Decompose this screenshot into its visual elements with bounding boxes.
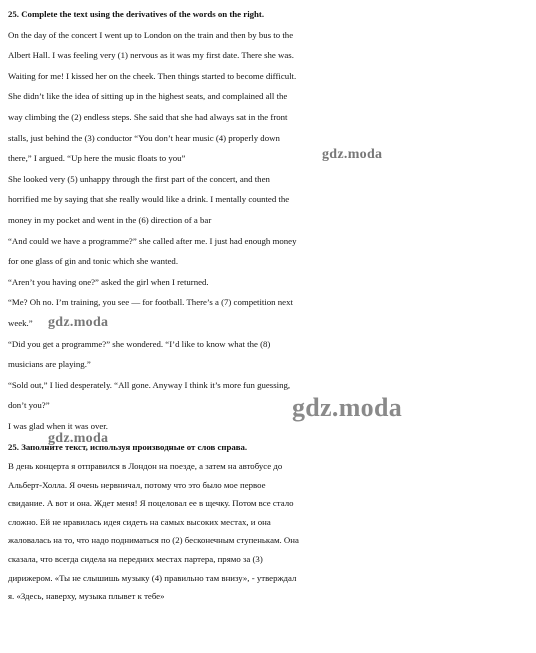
english-text-line: She didn’t like the idea of sitting up in the highest seats, and complained all the bbox=[8, 91, 288, 102]
russian-text-line: жаловалась на то, что надо подниматься по (2) бесконечным ступенькам. Она bbox=[8, 535, 299, 546]
watermark: gdz.moda bbox=[48, 431, 109, 446]
english-text-line: money in my pocket and went in the (6) direction of a bar bbox=[8, 214, 212, 225]
english-text-line: On the day of the concert I went up to London on the train and then by bus to the bbox=[8, 29, 294, 40]
russian-text-line: Альберт-Холла. Я очень нервничал, потому что это было мое первое bbox=[8, 479, 266, 490]
watermark: gdz.moda bbox=[48, 315, 109, 330]
english-text-line: “Me? Oh no. I’m training, you see — for football. There’s a (7) competition next bbox=[8, 297, 293, 308]
exercise-page bbox=[8, 4, 530, 606]
russian-text-line: дирижером. «Ты не слышишь музыку (4) правильно там внизу», - утверждал bbox=[8, 572, 297, 583]
english-text-line: I was glad when it was over. bbox=[8, 420, 108, 431]
russian-text-line: я. «Здесь, наверху, музыка плывет к тебе» bbox=[8, 591, 165, 602]
english-text-line: horrified me by saying that she really would like a drink. I mentally counted the bbox=[8, 194, 290, 205]
english-text-line: stalls, just behind the (3) conductor “You don’t hear music (4) properly down bbox=[8, 132, 280, 143]
russian-text-line: сложно. Ей не нравилась идея сидеть на самых высоких местах, и она bbox=[8, 516, 271, 527]
english-text-line: musicians are playing.” bbox=[8, 359, 91, 370]
english-text-line: there,” I argued. “Up here the music floats to you” bbox=[8, 153, 186, 164]
english-text-line: “Did you get a programme?” she wondered. “I’d like to know what the (8) bbox=[8, 338, 271, 349]
russian-text-line: В день концерта я отправился в Лондон на поезде, а затем на автобусе до bbox=[8, 461, 283, 472]
watermark: gdz.moda bbox=[322, 147, 383, 162]
english-text-line: Albert Hall. I was feeling very (1) nervous as it was my first date. There she was. bbox=[8, 50, 294, 61]
english-text-line: She looked very (5) unhappy through the first part of the concert, and then bbox=[8, 173, 270, 184]
russian-section bbox=[8, 438, 530, 605]
english-heading: 25. Complete the text using the derivatives of the words on the right. bbox=[8, 9, 265, 19]
russian-heading: 25. Заполните текст, используя производные от слов справа. bbox=[8, 442, 248, 453]
english-text-line: for one glass of gin and tonic which she wanted. bbox=[8, 256, 179, 267]
russian-text-line: сказала, что всегда сидела на передних местах партера, прямо за (3) bbox=[8, 554, 263, 565]
watermark: gdz.moda bbox=[292, 393, 403, 422]
english-text-line: “Aren’t you having one?” asked the girl when I returned. bbox=[8, 276, 209, 287]
russian-text-line: свидание. А вот и она. Ждет меня! Я поцеловал ее в щечку. Потом все стало bbox=[8, 498, 294, 509]
english-text-line: “Sold out,” I lied desperately. “All gone. Anyway I think it’s more fun guessing, bbox=[8, 379, 291, 390]
english-text-line: don’t you?” bbox=[8, 400, 50, 411]
english-text-line: week.” bbox=[8, 317, 33, 328]
english-text-line: “And could we have a programme?” she called after me. I just had enough money bbox=[8, 235, 297, 246]
english-section bbox=[8, 4, 530, 436]
english-text-line: Waiting for me! I kissed her on the cheek. Then things started to become difficult. bbox=[8, 70, 297, 81]
english-text-line: way climbing the (2) endless steps. She said that she had always sat in the front bbox=[8, 111, 288, 122]
